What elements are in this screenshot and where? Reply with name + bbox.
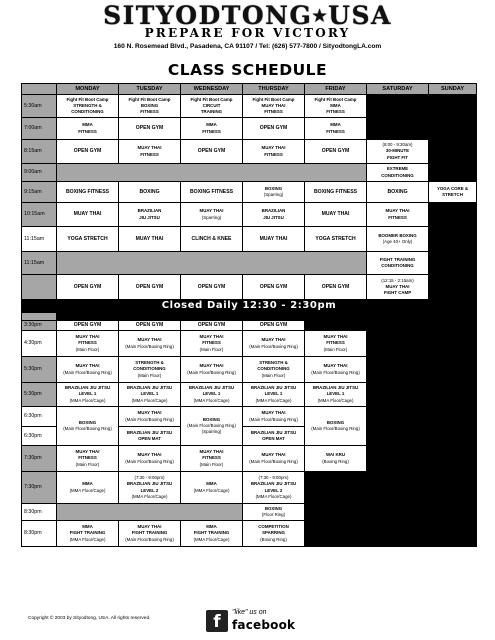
class-cell: FIGHT TRAINING CONDITIONING — [367, 252, 429, 275]
time-cell: 7:30pm — [22, 472, 57, 504]
table-row — [22, 321, 477, 331]
class-cell: CLINCH & KNEE — [181, 227, 243, 252]
empty-cell — [429, 203, 477, 227]
class-cell: (7:30 - 9:00pm) BRAZILIAN JIU JITSU LEVEL 2 (MMA Floor/Cage) — [243, 472, 305, 504]
day-sunday: SUNDAY — [429, 84, 477, 95]
class-cell: MUAY THAI FITNESS — [243, 140, 305, 164]
table-row — [22, 407, 477, 427]
time-cell: 8:15am — [22, 140, 57, 164]
table-row — [22, 164, 477, 182]
day-saturday: SATURDAY — [367, 84, 429, 95]
class-cell: MMA FITNESS — [305, 118, 367, 140]
empty-cell — [305, 504, 367, 521]
schedule-table — [21, 83, 477, 547]
copyright-text: Copyright © 2003 by Sityodtong, USA. All rights reserved. — [28, 616, 151, 621]
class-cell: BRAZILIAN JIU JITSU LEVEL 1 (MMA Floor/Cage) — [57, 383, 119, 407]
empty-cell — [429, 275, 477, 300]
class-cell: MUAY THAI (Main Floor/Boxing Ring) — [119, 446, 181, 472]
empty-cell — [429, 331, 477, 357]
class-cell: WAI KRU (Boxing Ring) — [305, 446, 367, 472]
class-cell: OPEN GYM — [57, 275, 119, 300]
class-cell: OPEN GYM — [243, 321, 305, 331]
table-row — [22, 95, 477, 118]
empty-cell — [429, 357, 477, 383]
table-row — [22, 275, 477, 300]
class-cell: (8:00 - 9:30am) 30-MINUTE FIGHT FIT — [367, 140, 429, 164]
class-cell: MUAY THAI FITNESS (Main Floor) — [305, 331, 367, 357]
class-cell: BRAZILIAN JIU JITSU — [119, 203, 181, 227]
class-cell: OPEN GYM — [181, 140, 243, 164]
class-cell: MUAY THAI FITNESS (Main Floor) — [57, 446, 119, 472]
class-cell: BRAZILIAN JIU JITSU LEVEL 1 (MMA Floor/Cage) — [181, 383, 243, 407]
empty-cell — [429, 521, 477, 547]
empty-cell — [57, 164, 367, 182]
empty-cell — [367, 407, 429, 446]
empty-cell — [429, 504, 477, 521]
class-cell: BOXING (Main Floor/Boxing Ring) — [57, 407, 119, 446]
table-row — [22, 203, 477, 227]
class-cell: BOXING (Main Floor/Boxing Ring) — [305, 407, 367, 446]
class-cell: BRAZILIAN JIU JITSU LEVEL 1 (MMA Floor/Cage) — [243, 383, 305, 407]
class-cell: Fight Fit Boot Camp BOXING FITNESS — [119, 95, 181, 118]
empty-cell — [57, 504, 243, 521]
class-cell: MUAY THAI — [243, 227, 305, 252]
closed-banner: Closed Daily 12:30 - 2:30pm — [22, 300, 477, 313]
time-cell: 7:30pm — [22, 446, 57, 472]
class-cell: OPEN GYM — [305, 140, 367, 164]
class-cell: EXTREME CONDITIONING — [367, 164, 429, 182]
time-cell — [22, 313, 57, 321]
time-cell: 9:15am — [22, 182, 57, 203]
empty-cell — [367, 95, 429, 118]
class-cell: MUAY THAI (Main Floor/Boxing Ring) — [119, 331, 181, 357]
empty-cell — [429, 383, 477, 407]
address-line: 160 N. Rosemead Blvd., Pasadena, CA 91107 / Tel: (626) 577-7800 / SityodtongLA.com — [113, 43, 382, 50]
time-cell: 5:30pm — [22, 383, 57, 407]
table-row — [22, 118, 477, 140]
class-cell: MUAY THAI (Main Floor/Boxing Ring) — [57, 357, 119, 383]
class-cell: MUAY THAI — [57, 203, 119, 227]
like-us-label: "like" us on — [232, 609, 267, 616]
empty-cell — [367, 118, 429, 140]
empty-cell — [429, 252, 477, 275]
class-cell: YOGA CORE & STRETCH — [429, 182, 477, 203]
class-cell: OPEN GYM — [119, 275, 181, 300]
table-row — [22, 446, 477, 472]
table-row — [22, 313, 477, 321]
class-cell: OPEN GYM — [57, 321, 119, 331]
class-cell: YOGA STRETCH — [57, 227, 119, 252]
class-cell: STRENGTH & CONDITIONING (Main Floor) — [119, 357, 181, 383]
class-cell: BOXING FITNESS — [181, 182, 243, 203]
time-cell: 7:00am — [22, 118, 57, 140]
class-cell: YOGA STRETCH — [305, 227, 367, 252]
table-row — [22, 383, 477, 407]
class-cell: BOXING — [367, 182, 429, 203]
empty-cell — [367, 521, 429, 547]
table-row — [22, 331, 477, 357]
class-cell: BOXING (Sparring) — [243, 182, 305, 203]
table-row — [22, 504, 477, 521]
header-row — [22, 84, 477, 95]
class-cell: MMA (MMA Floor/Cage) — [181, 472, 243, 504]
table-row — [22, 182, 477, 203]
class-cell: MUAY THAI — [305, 203, 367, 227]
empty-cell — [367, 357, 429, 383]
class-cell: BRAZILIAN JIU JITSU LEVEL 1 (MMA Floor/Cage) — [119, 383, 181, 407]
class-cell: (7:30 - 9:00pm) BRAZILIAN JIU JITSU LEVEL 2 (MMA Floor/Cage) — [119, 472, 181, 504]
time-cell: 8:30pm — [22, 521, 57, 547]
facebook-wordmark: facebook — [232, 618, 296, 632]
class-cell: BOXING FITNESS — [305, 182, 367, 203]
class-cell: BRAZILIAN JIU JITSU — [243, 203, 305, 227]
empty-cell — [367, 331, 429, 357]
class-cell: COMPETITION SPARRING (Boxing Ring) — [243, 521, 305, 547]
day-wednesday: WEDNESDAY — [181, 84, 243, 95]
empty-cell — [367, 321, 429, 331]
table-row — [22, 521, 477, 547]
empty-cell — [367, 383, 429, 407]
time-cell: 11:15am — [22, 252, 57, 275]
class-cell: MUAY THAI (Main Floor/Boxing Ring) — [305, 357, 367, 383]
class-cell: MMA FIGHT TRAINING (MMA Floor/Cage) — [57, 521, 119, 547]
brand-name: SITYODTONG — [103, 1, 313, 30]
time-cell: 8:30pm — [22, 504, 57, 521]
table-row — [22, 252, 477, 275]
day-thursday: THURSDAY — [243, 84, 305, 95]
empty-cell — [429, 118, 477, 140]
class-cell: BRAZILIAN JIU JITSU OPEN MAT — [243, 427, 305, 446]
class-cell: MUAY THAI FITNESS (Main Floor) — [181, 331, 243, 357]
facebook-icon: f — [206, 610, 228, 632]
class-cell: BOXING FITNESS — [57, 182, 119, 203]
class-cell: Fight Fit Boot Camp STRENGTH & CONDITIONING — [57, 95, 119, 118]
time-cell: 10:15am — [22, 203, 57, 227]
day-friday: FRIDAY — [305, 84, 367, 95]
class-cell: MUAY THAI (Main Floor/Boxing Ring) — [243, 446, 305, 472]
page-title: CLASS SCHEDULE — [167, 61, 328, 79]
class-cell: MUAY THAI (Main Floor/Boxing Ring) — [119, 407, 181, 427]
empty-cell — [305, 472, 367, 504]
day-monday: MONDAY — [57, 84, 119, 95]
class-cell: BOXING (Floor Ring) — [243, 504, 305, 521]
empty-cell — [429, 407, 477, 446]
empty-cell — [429, 164, 477, 182]
table-row — [22, 357, 477, 383]
class-cell: BOXING (Main Floor/Boxing Ring) (Sparring) — [181, 407, 243, 446]
class-cell: MUAY THAI FITNESS (Main Floor) — [181, 446, 243, 472]
empty-cell — [367, 472, 429, 504]
class-cell: OPEN GYM — [181, 321, 243, 331]
class-cell: MUAY THAI FITNESS (Main Floor) — [57, 331, 119, 357]
class-cell: MUAY THAI FITNESS — [367, 203, 429, 227]
empty-cell — [429, 446, 477, 472]
empty-cell — [367, 446, 429, 472]
empty-cell — [57, 252, 367, 275]
header — [0, 0, 495, 58]
class-cell: OPEN GYM — [305, 275, 367, 300]
class-cell: OPEN GYM — [57, 140, 119, 164]
class-cell: (12:15 - 2:15am) MUAY THAI FIGHT CAMP — [367, 275, 429, 300]
empty-cell — [429, 140, 477, 164]
class-cell: MMA FIGHT TRAINING (MMA Floor/Cage) — [181, 521, 243, 547]
class-cell: MMA FITNESS — [57, 118, 119, 140]
class-cell: MUAY THAI FITNESS — [119, 140, 181, 164]
class-cell: OPEN GYM — [243, 275, 305, 300]
closed-banner-row — [22, 300, 477, 313]
corner-cell — [22, 84, 57, 95]
class-cell: BOOMER BOXING (Age 40+ Only) — [367, 227, 429, 252]
class-cell: OPEN GYM — [181, 275, 243, 300]
class-cell: MUAY THAI (Sparring) — [181, 203, 243, 227]
class-cell: STRENGTH & CONDITIONING (Main Floor) — [243, 357, 305, 383]
class-cell: MUAY THAI (Main Floor/Boxing Ring) — [243, 407, 305, 427]
class-cell: OPEN GYM — [119, 321, 181, 331]
star-icon: ★ — [312, 6, 329, 25]
time-cell — [22, 275, 57, 300]
empty-cell — [429, 321, 477, 331]
brand-name-usa: USA — [328, 1, 392, 30]
empty-cell — [57, 313, 477, 321]
class-cell: BOXING — [119, 182, 181, 203]
class-cell: OPEN GYM — [119, 118, 181, 140]
class-cell: Fight Fit Boot Camp MUAY THAI FITNESS — [243, 95, 305, 118]
empty-cell — [429, 227, 477, 252]
empty-cell — [367, 504, 429, 521]
table-row — [22, 227, 477, 252]
empty-cell — [429, 472, 477, 504]
brand-tagline: PREPARE FOR VICTORY — [144, 26, 351, 40]
class-cell: MUAY THAI (Main Floor/Boxing Ring) — [243, 331, 305, 357]
time-cell: 6:30pm — [22, 427, 57, 446]
empty-cell — [305, 321, 367, 331]
class-cell: BRAZILIAN JIU JITSU OPEN MAT — [119, 427, 181, 446]
class-cell: MMA FITNESS — [181, 118, 243, 140]
time-cell: 11:15am — [22, 227, 57, 252]
class-cell: MUAY THAI — [119, 227, 181, 252]
table-row — [22, 140, 477, 164]
empty-cell — [429, 95, 477, 118]
time-cell: 3:30pm — [22, 321, 57, 331]
time-cell: 9:00am — [22, 164, 57, 182]
class-cell: OPEN GYM — [243, 118, 305, 140]
time-cell: 5:30am — [22, 95, 57, 118]
time-cell: 5:30pm — [22, 357, 57, 383]
class-cell: MMA (MMA Floor/Cage) — [57, 472, 119, 504]
facebook-link[interactable] — [206, 608, 296, 634]
time-cell: 6:30pm — [22, 407, 57, 427]
class-cell: MUAY THAI FIGHT TRAINING (Main Floor/Boxing Ring) — [119, 521, 181, 547]
day-tuesday: TUESDAY — [119, 84, 181, 95]
class-cell: MUAY THAI (Main Floor/Boxing Ring) — [181, 357, 243, 383]
time-cell: 4:30pm — [22, 331, 57, 357]
table-row — [22, 472, 477, 504]
class-cell: Fight Fit Boot Camp MMA FITNESS — [305, 95, 367, 118]
empty-cell — [305, 521, 367, 547]
class-cell: Fight Fit Boot Camp CIRCUIT TRAINING — [181, 95, 243, 118]
class-cell: BRAZILIAN JIU JITSU LEVEL 1 (MMA Floor/Cage) — [305, 383, 367, 407]
